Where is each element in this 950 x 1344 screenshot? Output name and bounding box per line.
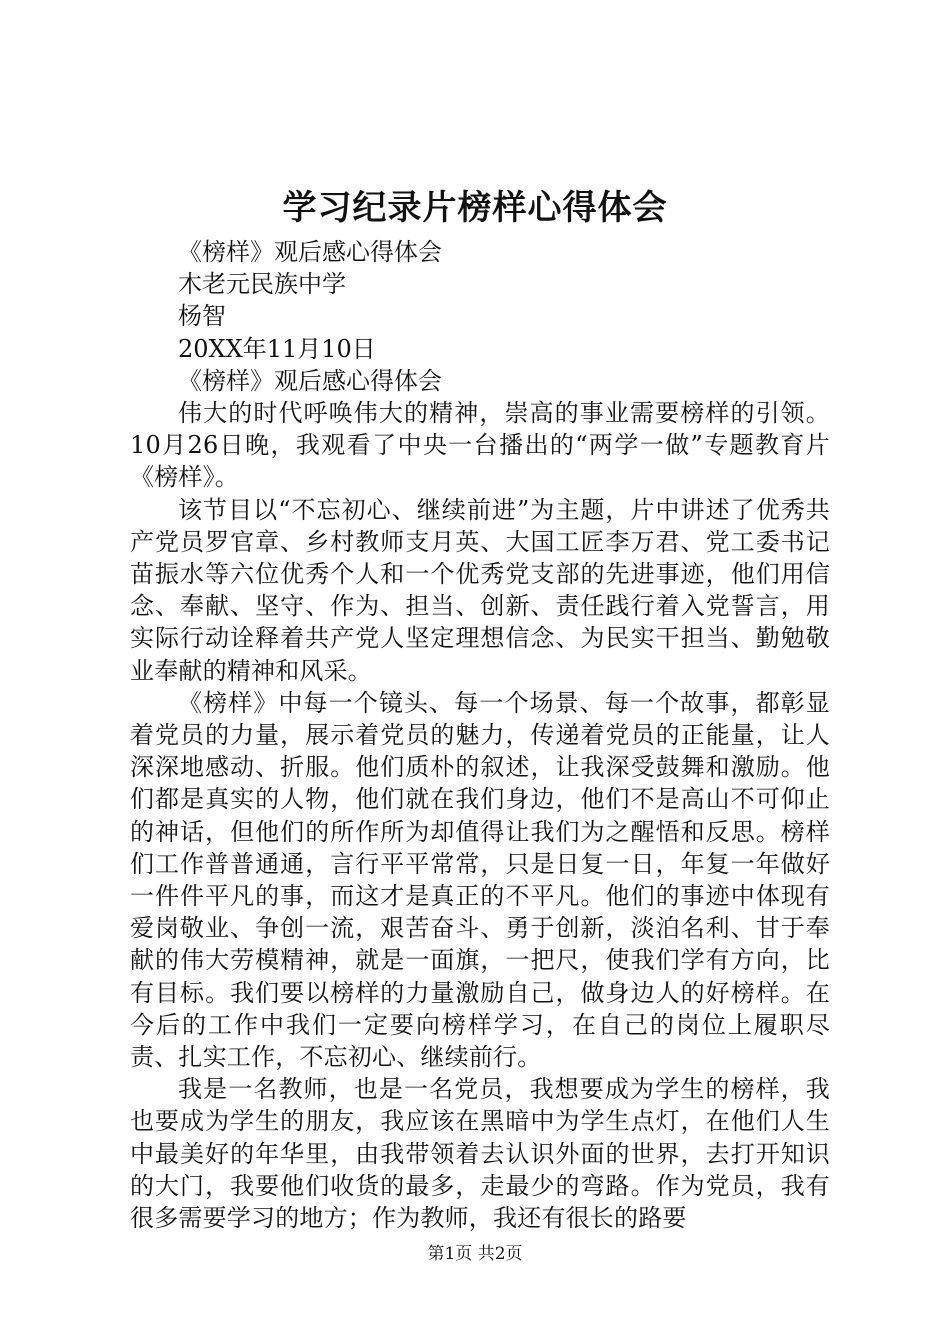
- school-line: 木老元民族中学: [178, 270, 346, 299]
- date-line: 20XX年11月10日: [178, 334, 376, 363]
- subtitle-line: 《榜样》观后感心得体会: [178, 238, 442, 266]
- paragraph-3: 《榜样》中每一个镜头、每一个场景、每一个故事，都彰显着党员的力量，展示着党员的魅力，传递着党员的正能量，让人深深地感动、折服。他们质朴的叙述，让我深受鼓舞和激励。他们都是真实的人物，他们就在我们身边，他们不是高山不可仰止的神话，但他们的所作所为却值得让我们为之醒悟和反思。榜样们工作普普通通，言行平平常常，只是日复一日，年复一年做好一件件平凡的事，而这才是真正的不平凡。他们的事迹中体现有爱岗敬业、争创一流，艰苦奋斗、勇于创新，淡泊名利、甘于奉献的伟大劳模精神，就是一面旗，一把尺，使我们学有方向，比有目标。我们要以榜样的力量激励自己，做身边人的好榜样。在今后的工作中我们一定要向榜样学习，在自己的岗位上履职尽责、扎实工作，不忘初心、继续前行。: [130, 688, 830, 1072]
- page-footer: 第1页 共2页: [427, 1244, 523, 1264]
- document-body: [130, 236, 830, 1234]
- paragraph-2: 该节目以“不忘初心、继续前进”为主题，片中讲述了优秀共产党员罗官章、乡村教师支月英、大国工匠李万君、党工委书记苗振水等六位优秀个人和一个优秀党支部的先进事迹，他们用信念、奉献、坚守、作为、担当、创新、责任践行着入党誓言，用实际行动诠释着共产党人坚定理想信念、为民实干担当、勤勉敬业奉献的精神和风采。: [130, 495, 830, 685]
- paragraph-4: 我是一名教师，也是一名党员，我想要成为学生的榜样，我也要成为学生的朋友，我应该在黑暗中为学生点灯，在他们人生中最美好的年华里，由我带领着去认识外面的世界，去打开知识的大门，我要他们收货的最多，走最少的弯路。作为党员，我有很多需要学习的地方；作为教师，我还有很长的路要: [130, 1075, 830, 1233]
- subtitle-repeat-line: 《榜样》观后感心得体会: [178, 366, 442, 395]
- author-line: 杨智: [178, 302, 226, 331]
- document-title: 学习纪录片榜样心得体会: [282, 188, 668, 228]
- paragraph-1: 伟大的时代呼唤伟大的精神，崇高的事业需要榜样的引领。10月26日晚，我观看了中央一台播出的“两学一做”专题教育片《榜样》。: [130, 399, 830, 492]
